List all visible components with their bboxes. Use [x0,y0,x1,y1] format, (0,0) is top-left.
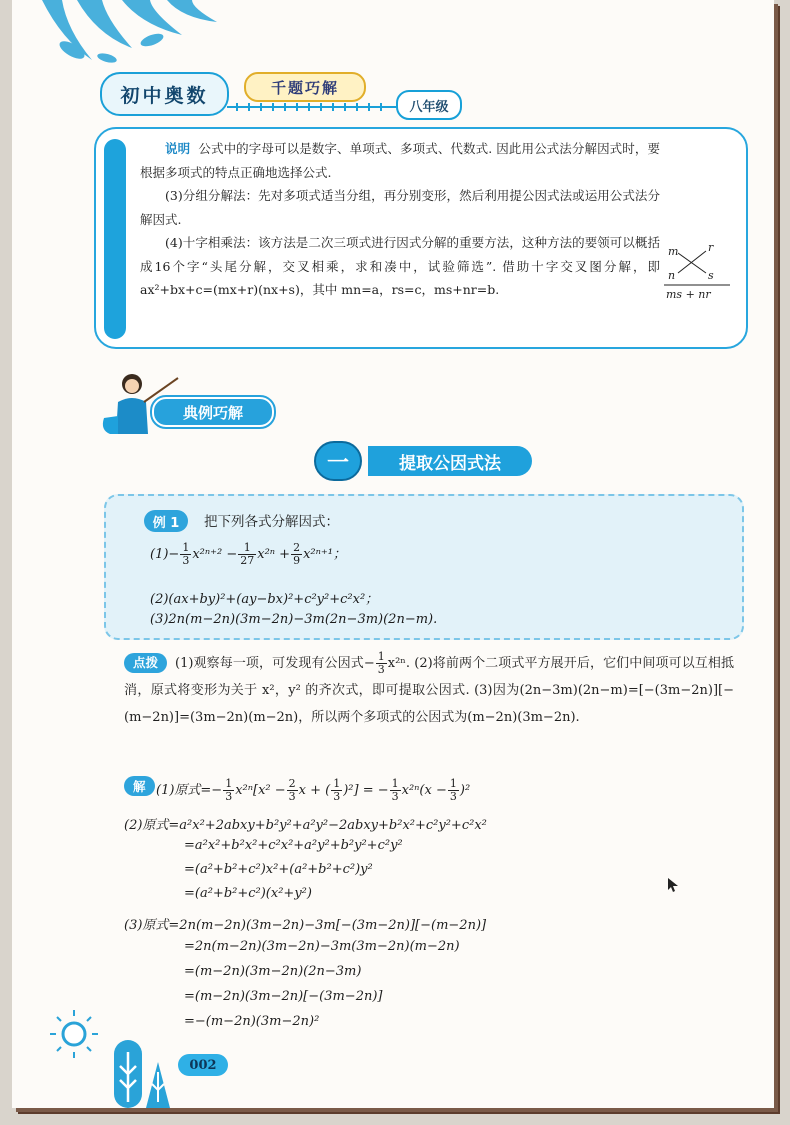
solution-3-line-5: =−(m−2n)(3m−2n)² [184,1014,320,1029]
diagram-m: m [668,245,679,258]
page-number: 002 [178,1054,228,1076]
note-paragraph-3: (4)十字相乘法：该方法是二次三项式进行因式分解的重要方法，这种方法的要领可以概括成16个字“头尾分解，交叉相乘，求和凑中，试验筛选”. 借助十字交叉图分解，即 ax²+bx+c=(mx+r)(nx+s)，其中 mn=a，rs=c，ms+nr=b. [140,235,660,297]
solution-3-line-4: =(m−2n)(3m−2n)[−(3m−2n)] [184,989,383,1004]
frac-den: 3 [288,790,296,803]
fraction [180,542,191,567]
diagram-r: r [708,241,714,254]
item1-term-c: x²ⁿ⁺¹； [303,547,346,562]
s1-b: x²ⁿ[x² − [235,783,286,798]
frac-num: 2 [293,541,301,554]
series-subtitle: 千题巧解 [244,72,366,102]
example-prompt: 把下列各式分解因式： [204,514,339,530]
s1-c: x + ( [298,783,331,798]
solution-1 [156,778,470,803]
textbook-page [12,0,774,1108]
frac-den: 3 [333,790,341,803]
note-box [94,127,748,349]
fraction [238,542,256,567]
grade-badge: 八年级 [396,90,462,120]
note-side-strip [104,139,126,339]
solution-tag: 解 [124,776,155,796]
s1-d: )²] = − [343,783,389,798]
diagram-sum: ms + nr [666,288,711,301]
frac-num: 1 [182,541,190,554]
note-paragraph-1: 公式中的字母可以是数字、单项式、多项式、代数式. 因此用公式法分解因式时，要根据多项式的特点正确地选择公式. [140,141,660,180]
frac-num: 2 [288,777,296,790]
fraction [287,778,298,803]
diagram-n: n [668,269,676,282]
frac-num: 1 [225,777,233,790]
s1-a: (1)原式=− [156,783,223,798]
fraction [448,778,459,803]
hint-paragraph [124,650,734,731]
solution-3-line-3: =(m−2n)(3m−2n)(2n−3m) [184,964,362,979]
example-item-3: (3)2n(m−2n)(3m−2n)−3m(2n−3m)(2n−m). [150,612,438,627]
fraction [223,778,234,803]
item1-prefix: (1)− [150,547,180,562]
frac-num: 1 [333,777,341,790]
example-item-1 [150,542,346,567]
solution-3-line-2: =2n(m−2n)(3m−2n)−3m(3m−2n)(m−2n) [184,939,460,954]
frac-den: 3 [449,790,457,803]
topic-title: 提取公因式法 [368,446,532,476]
frac-den: 3 [391,790,399,803]
example-tag: 例 1 [144,510,188,532]
hint-text-b: x²ⁿ. (2)将前两个二项式平方展开后，它们中间项可以互相抵消，原式将变形为关于 x²，y² 的齐次式，即可提取公因式. (3)因为(2n−3m)(2n−m)=[−(3m−2n)][−(m−2n)]=(3m−2n)(m−2n)，所以两个多项式的公因式为(m−2n)(3m−2n). [124,656,734,725]
frac-num: 1 [391,777,399,790]
frac-den: 3 [182,554,190,567]
solution-2-line-3: =(a²+b²+c²)x²+(a²+b²+c²)y² [184,862,373,877]
header-rule [227,102,397,112]
example-item-2: (2)(ax+by)²+(ay−bx)²+c²y²+c²x²； [150,592,379,607]
topic-header [314,441,532,481]
frac-den: 3 [225,790,233,803]
note-text [140,137,660,302]
hint-tag: 点拨 [124,653,167,673]
frac-num: 1 [377,650,385,663]
frac-num: 1 [449,777,457,790]
cross-multiplication-diagram [662,241,734,301]
diagram-s: s [708,269,714,282]
frac-num: 1 [238,542,256,555]
s1-f: )² [459,783,471,798]
topic-number: 一 [314,441,362,481]
series-title: 初中奥数 [100,72,229,116]
hint-text-a: (1)观察每一项，可发现有公因式− [175,656,375,671]
solution-3-line-1: (3)原式=2n(m−2n)(3m−2n)−3m[−(3m−2n)][−(m−2n)] [124,918,487,933]
solution-2-line-4: =(a²+b²+c²)(x²+y²) [184,886,312,901]
leaves-decoration [32,0,222,70]
fraction [331,778,342,803]
fraction [291,542,302,567]
example-box [104,494,744,640]
frac-den: 27 [240,554,255,567]
section-title: 典例巧解 [152,397,274,427]
note-label: 说明 [165,141,191,156]
fraction [390,778,401,803]
solution-2-line-1: (2)原式=a²x²+2abxy+b²y²+a²y²−2abxy+b²x²+c²y²+c²x² [124,818,487,833]
frac-den: 9 [293,554,301,567]
s1-e: x²ⁿ(x − [401,783,447,798]
frac-den: 3 [377,663,385,676]
item1-term-a: x²ⁿ⁺² − [192,547,238,562]
fraction [376,651,387,676]
solution-2-line-2: =a²x²+b²x²+c²x²+a²y²+b²y²+c²y² [184,838,403,853]
note-paragraph-2: (3)分组分解法：先对多项式适当分组，再分别变形，然后利用提公因式法或运用公式法分解因式. [140,188,660,227]
item1-term-b: x²ⁿ + [257,547,291,562]
pointer-icon [668,878,678,892]
